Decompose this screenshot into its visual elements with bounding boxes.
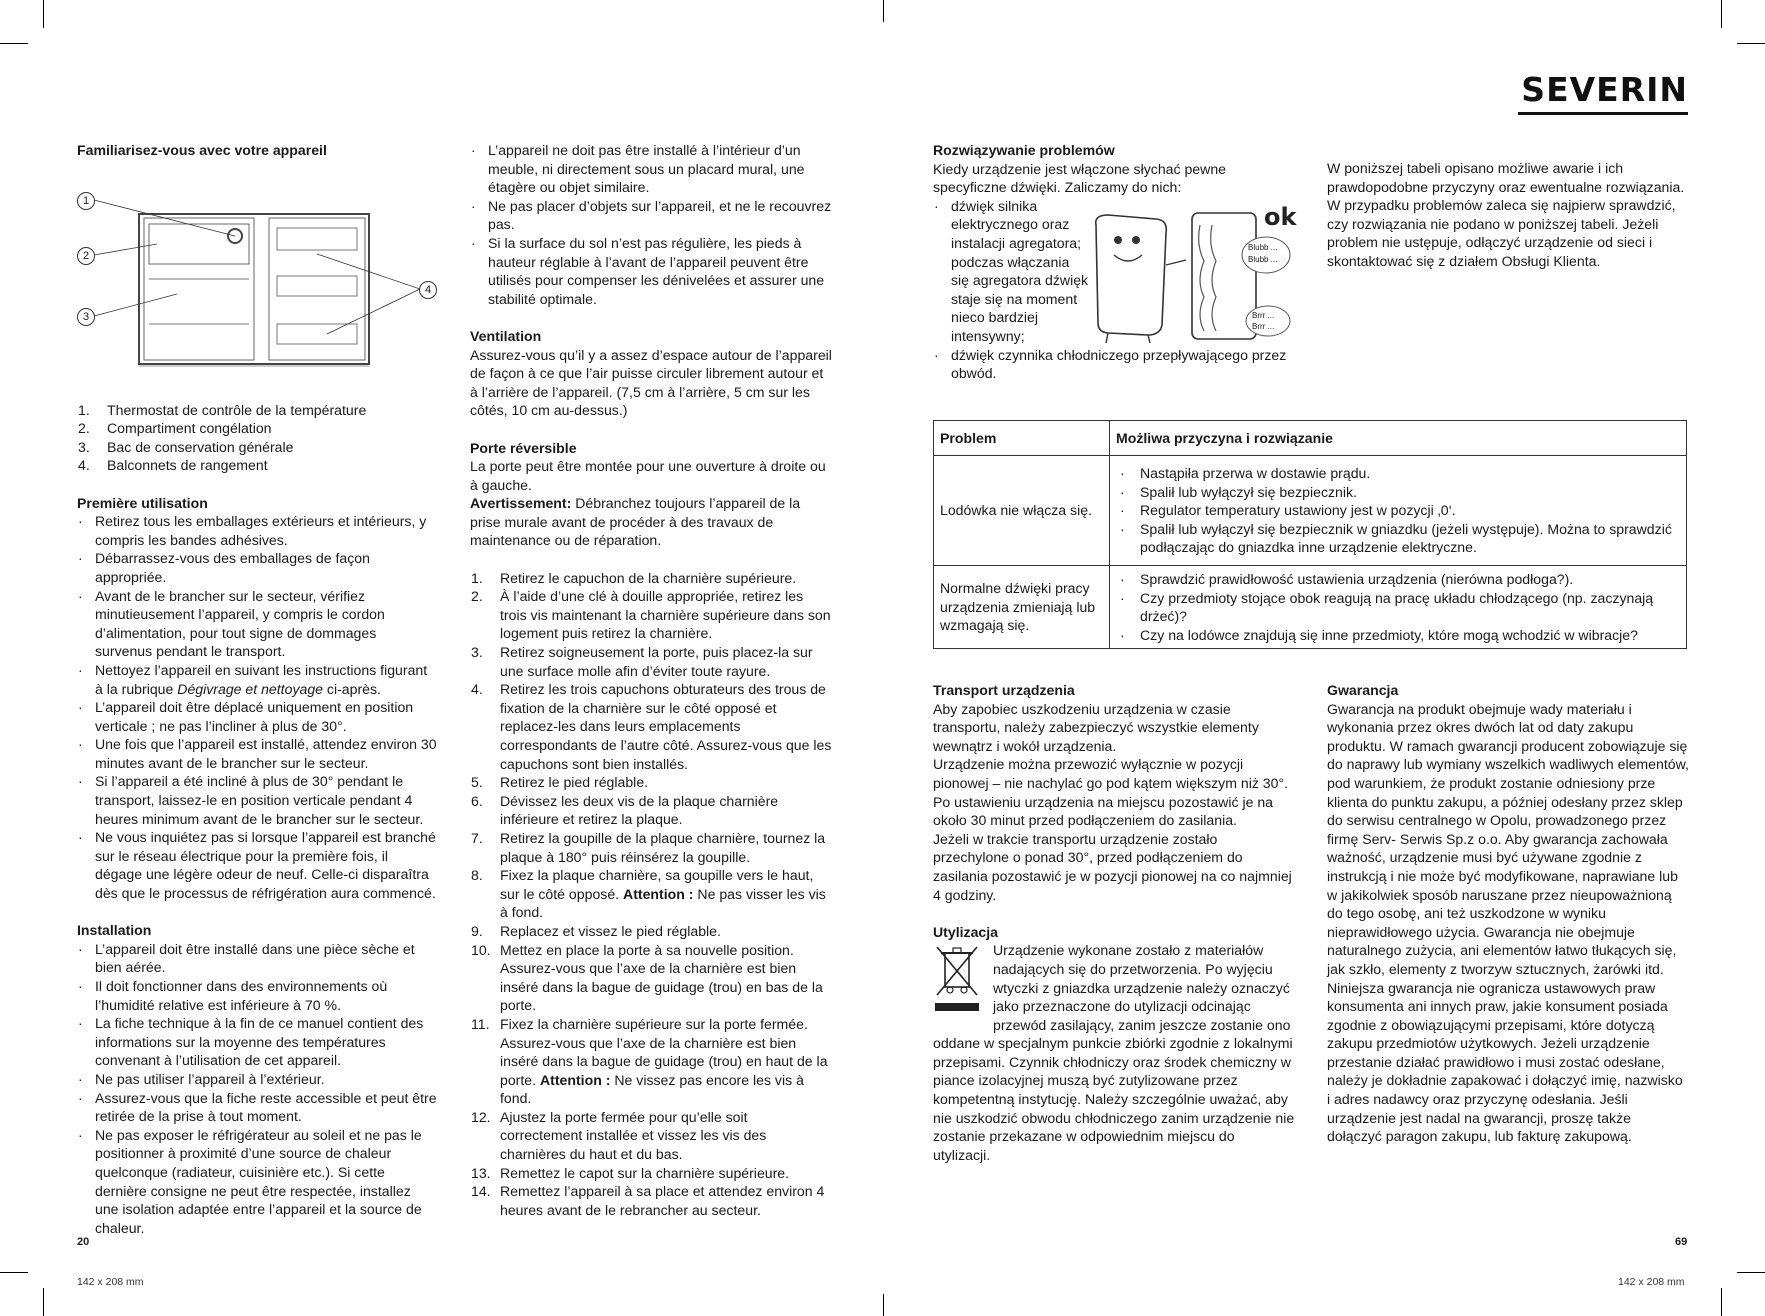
table-header: Możliwa przyczyna i rozwiązanie xyxy=(1110,421,1687,456)
list-item: · Avant de le brancher sur le secteur, vérifiez minutieusement l’appareil, y compris le cordon d’alimentation, pour tout signe de dommages survenus pendant le transport. xyxy=(77,587,437,661)
ok-label: ok xyxy=(1264,203,1297,231)
list-item: · Ne pas exposer le réfrigérateur au soleil et ne pas le positionner à proximité d’une source de chaleur quelconque (radiateur, cuisinière etc.). Si cette dernière consigne ne peut être respectée, installez une isolation adaptée entre l’appareil et la source de chaleur. xyxy=(77,1126,437,1238)
list-item: 6. Dévissez les deux vis de la plaque charnière inférieure et retirez la plaque. xyxy=(471,792,779,828)
section-title-installation: Installation xyxy=(77,922,152,939)
crop-mark xyxy=(43,1288,44,1316)
list-item: 1. Thermostat de contrôle de la température xyxy=(78,401,367,418)
section-title-disposal: Utylizacja xyxy=(933,923,999,940)
brand-logo: SEVERIN xyxy=(1518,72,1688,115)
warranty-text: Gwarancja na produkt obejmuje wady materiału i wykonania przez okres dwóch lat od daty zakupu produktu. W ramach gwarancji producent zobowiązuje się do naprawy lub wymiany wszelkich wadliwych elementów, pod warunkiem, że produkt zostanie odniesiony prze klienta do punktu zakupu, a później odesłany przez sklep do serwisu centralnego w Opolu, prowadzonego przez firmę Serv- Serwis Sp.z o.o. Aby gwarancja zachowała ważność, urządzenie musi być używane zgodnie z instrukcją i nie może być modyfikowane, naprawiane lub w jakikolwiek sposób naruszane przez nieupoważnioną do tego osobę, ani też uszkodzone w wyniku nieprawidłowego użycia. Gwarancja nie obejmuje naturalnego zużycia, ani elementów łatwo tłukących się, jak szkło, elementy z tworzyw sztucznych, żarówki itd. Niniejsza gwarancja nie ogranicza ustawowych praw konsumenta ani innych praw, jakie konsument posiada zgodnie z obowiązującymi przepisami, które dotyczą zakupu przedmiotów użytkowych. Jeżeli urządzenie przestanie działać prawidłowo i musi zostać odesłane, należy je dokładnie zapakować i dołączyć imię, nazwisko i adres nadawcy oraz przyczynę odesłania. Jeśli urządzenie jest nadal na gwarancji, proszę także dołączyć paragon zakupu, lub fakturę zakupową. xyxy=(1327,700,1689,1145)
door-steps-list xyxy=(470,569,832,1220)
placement-list xyxy=(470,141,832,308)
format-label-left: 142 x 208 mm xyxy=(77,1276,144,1288)
installation-list xyxy=(77,940,437,1238)
format-label-right: 142 x 208 mm xyxy=(1618,1276,1685,1288)
table-cell-problem: Lodówka nie włącza się. xyxy=(934,456,1110,566)
list-item: 12. Ajustez la porte fermée pour qu’elle soit correctement installée et vissez les vis des charnières du haut et du bas. xyxy=(471,1108,767,1163)
list-item: · Ne pas utiliser l’appareil à l’extérieur. xyxy=(77,1070,437,1089)
callout-4: 4 xyxy=(419,281,437,299)
crop-mark xyxy=(0,1272,28,1273)
section-title-first-use: Première utilisation xyxy=(77,494,208,511)
crop-mark xyxy=(1721,1288,1722,1316)
left-column xyxy=(77,141,437,1237)
list-item: 1. Retirez le capuchon de la charnière supérieure. xyxy=(471,569,797,586)
list-item: 8. Fixez la plaque charnière, sa goupille vers le haut, sur le côté opposé. Attention : Ne pas visser les vis à fond. xyxy=(471,867,826,921)
list-item: 4. Balconnets de rangement xyxy=(78,457,268,474)
list-item: 11. Fixez la charnière supérieure sur la porte fermée. Assurez-vous que l’axe de la charnière est bien inséré dans la bague de guidage (trou) en haut de la porte. Attention : Ne vissez pas encore les vis à fond. xyxy=(471,1015,828,1107)
list-item: 9. Replacez et vissez le pied réglable. xyxy=(471,922,721,939)
table-intro-column xyxy=(1327,159,1687,271)
fridge-diagram xyxy=(77,162,437,401)
callout-3: 3 xyxy=(77,308,95,326)
table-row xyxy=(934,566,1687,649)
list-item: · Ne vous inquiétez pas si lorsque l’appareil est branché sur le réseau électrique pour la première fois, il dégage une légère odeur de neuf. Celle-ci disparaîtra dès que le processus de réfrigération aura commencé. xyxy=(77,828,437,902)
bubble-text: Brrr ... xyxy=(1252,311,1275,320)
troubleshooting-intro: Kiedy urządzenie jest włączone słychać pewne specyficzne dźwięki. Zaliczamy do nich: xyxy=(933,160,1226,196)
fridge-illustration xyxy=(1088,205,1298,345)
table-header: Problem xyxy=(934,421,1110,456)
warning-text: Avertissement: Débranchez toujours l’appareil de la prise murale avant de procéder à des travaux de maintenance ou de réparation. xyxy=(470,495,801,549)
list-item: · Ne pas placer d’objets sur l’appareil, et ne le recouvrez pas. xyxy=(470,197,832,234)
callout-1: 1 xyxy=(77,192,95,210)
list-item: 5. Retirez le pied réglable. xyxy=(471,774,649,791)
table-cell-causes: · Nastąpiła przerwa w dostawie prądu. · Spalił lub wyłączył się bezpiecznik. · Regulator temperatury ustawiony jest w pozycji ‚0‘. · Spalił lub wyłączył się bezpiecznik w gniazdku (jeżeli występuje). Można to sprawdzić podłączając do gniazdka inne urządzenie elektryczne. xyxy=(1110,456,1687,566)
crop-mark xyxy=(883,0,884,22)
table-intro: W poniższej tabeli opisano możliwe awarie i ich prawdopodobne przyczyny oraz ewentualne rozwiązania. W przypadku problemów zaleca się najpierw sprawdzić, czy rozwiązania nie podano w poniższej tabeli. Jeżeli problem nie ustępuje, odłączyć urządzenie od sieci i skontaktować się z działem Obsługi Klienta. xyxy=(1327,160,1685,269)
list-item: 4. Retirez les trois capuchons obturateurs des trous de fixation de la charnière sur le côté opposé et replacez-les dans leurs emplacements correspondants de l’autre côté. Assurez-vous que les capuchons sont bien installés. xyxy=(471,681,832,772)
disposal-text: Urządzenie wykonane zostało z materiałów nadających się do przetworzenia. Po wyjęciu wtyczki z gniazdka urządzenie należy oznaczyć jako przeznaczone do utylizacji odcinając przewód zasilający, zanim jeszcze zostanie ono oddane w specjalnym punkcie zbiórki zgodnie z lokalnymi przepisami. Czynnik chłodniczy oraz środek chemiczny w piance izolacyjnej muszą być zutylizowane przez kompetentną instytucję. Należy szczególnie uważać, aby nie uszkodzić obwodu chłodniczego zanim urządzenie nie zostanie przekazane w odpowiednim miejscu do utylizacji. xyxy=(933,942,1295,1163)
callout-2: 2 xyxy=(77,247,95,265)
page-number-right: 69 xyxy=(1675,1236,1688,1248)
table-cell-causes: · Sprawdzić prawidłowość ustawienia urządzenia (nierówna podłoga?). · Czy przedmioty stojące obok reagują na pracę układu chłodzącego (np. zaczynają drżeć)? · Czy na lodówce znajdują się inne przedmioty, które mogą wchodzić w wibracje? xyxy=(1110,566,1687,649)
list-item: · L’appareil doit être installé dans une pièce sèche et bien aérée. xyxy=(77,940,437,977)
list-item: · La fiche technique à la fin de ce manuel contient des informations sur la moyenne des températures convenant à l’utilisation de cet appareil. xyxy=(77,1014,437,1070)
section-title-appliance: Familiarisez-vous avec votre appareil xyxy=(77,142,327,158)
warranty-section xyxy=(1327,681,1689,1146)
list-item: · Une fois que l’appareil est installé, attendez environ 30 minutes avant de le brancher sur le secteur. xyxy=(77,735,437,772)
list-item: 2. À l’aide d’une clé à douille appropriée, retirez les trois vis maintenant la charnière supérieure dans son logement puis retirez la charnière. xyxy=(471,588,831,642)
parts-list xyxy=(77,401,437,475)
list-item: 3. Retirez soigneusement la porte, puis placez-la sur une surface molle afin d’éviter toute rayure. xyxy=(471,644,813,679)
section-title-transport: Transport urządzenia xyxy=(933,682,1075,698)
list-item: · Nettoyez l’appareil en suivant les instructions figurant à la rubrique Dégivrage et nettoyage ci-après. xyxy=(77,661,437,698)
paragraph: Urządzenie można przewozić wyłącznie w pozycji pionowej – nie nachylać go pod kątem większym niż 30°. xyxy=(933,756,1289,791)
list-item: · Débarrassez-vous des emballages de façon appropriée. xyxy=(77,549,437,586)
crop-mark xyxy=(0,43,28,44)
weee-bin-icon xyxy=(933,943,985,1017)
list-item: · dźwięk czynnika chłodniczego przepływającego przez obwód. xyxy=(933,346,1293,383)
bubble-text: Blubb ... xyxy=(1248,243,1278,252)
first-use-list xyxy=(77,512,437,902)
crop-mark xyxy=(1721,0,1722,28)
list-item: 3. Bac de conservation générale xyxy=(78,438,294,455)
list-item: 14. Remettez l’appareil à sa place et attendez environ 4 heures avant de le rebrancher au secteur. xyxy=(471,1183,825,1218)
middle-column xyxy=(470,141,832,1219)
page-number-left: 20 xyxy=(77,1236,90,1248)
list-item: · L’appareil doit être déplacé uniquement en position verticale ; ne pas l’incliner à plus de 30°. xyxy=(77,698,437,735)
list-item: · L’appareil ne doit pas être installé à l’intérieur d’un meuble, ni directement sous un placard mural, une étagère ou objet similaire. xyxy=(470,141,832,197)
paragraph: Po ustawieniu urządzenia na miejscu pozostawić je na około 30 minut przed podłączeniem do zasilania. xyxy=(933,793,1274,829)
crop-mark xyxy=(883,1294,884,1316)
table-header-row xyxy=(934,421,1687,456)
list-item: 2. Compartiment congélation xyxy=(78,420,272,437)
table-cell-problem: Normalne dźwięki pracy urządzenia zmieniają lub wzmagają się. xyxy=(934,566,1110,649)
list-item: 7. Retirez la goupille de la plaque charnière, tournez la plaque à 180° puis réinsérez la goupille. xyxy=(471,829,826,865)
list-item: · Assurez-vous que la fiche reste accessible et peut être retirée de la prise à tout moment. xyxy=(77,1089,437,1126)
list-item: · dźwięk silnika elektrycznego oraz instalacji agregatora; podczas włączania się agregatora dźwięk staje się na moment nieco bardziej intensywny; xyxy=(933,197,1091,346)
crop-mark xyxy=(1737,1272,1765,1273)
section-title-ventilation: Ventilation xyxy=(470,327,542,344)
list-item: 10. Mettez en place la porte à sa nouvelle position. Assurez-vous que l’axe de la charnière est bien inséré dans la bague de guidage (trou) en bas de la porte. xyxy=(471,941,823,1014)
paragraph: Aby zapobiec uszkodzeniu urządzenia w czasie transportu, należy zabezpieczyć wszystkie elementy wewnątrz i wokół urządzenia. xyxy=(933,700,1259,754)
section-title-troubleshooting: Rozwiązywanie problemów xyxy=(933,142,1115,158)
list-item: · Retirez tous les emballages extérieurs et intérieurs, y compris les bandes adhésives. xyxy=(77,512,437,549)
ventilation-text: Assurez-vous qu’il y a assez d’espace autour de l’appareil de façon à ce que l’air puisse circuler librement autour et à l’arrière de l’appareil. (7,5 cm à l’arrière, 5 cm sur les côtés, 10 cm au-dessus.) xyxy=(470,346,832,419)
section-title-warranty: Gwarancja xyxy=(1327,682,1399,698)
list-item: 13. Remettez le capot sur la charnière supérieure. xyxy=(471,1164,790,1181)
crop-mark xyxy=(1737,43,1765,44)
table-row xyxy=(934,456,1687,566)
problem-table xyxy=(933,420,1687,649)
list-item: · Si l’appareil a été incliné à plus de 30° pendant le transport, laissez-le en position verticale pendant 4 heures minimum avant de le brancher sur le secteur. xyxy=(77,772,437,828)
list-item: · Si la surface du sol n’est pas régulière, les pieds à hauteur réglable à l’avant de l’appareil peuvent être utilisés pour compenser les dénivelées et assurer une stabilité optimale. xyxy=(470,234,832,308)
door-text: La porte peut être montée pour une ouverture à droite ou à gauche. xyxy=(470,458,826,493)
bubble-text: Blubb ... xyxy=(1248,255,1278,264)
transport-section xyxy=(933,681,1295,1164)
bubble-text: Brrr ... xyxy=(1252,322,1275,331)
section-title-door: Porte réversible xyxy=(470,439,577,456)
paragraph: Jeżeli w trakcie transportu urządzenie zostało przechylone o ponad 30°, przed podłączeniem do zasilania pozostawić je w pozycji pionowej na co najmniej 4 godziny. xyxy=(933,830,1292,903)
crop-mark xyxy=(43,0,44,28)
list-item: · Il doit fonctionner dans des environnements où l’humidité relative est inférieure à 70 %. xyxy=(77,977,437,1014)
